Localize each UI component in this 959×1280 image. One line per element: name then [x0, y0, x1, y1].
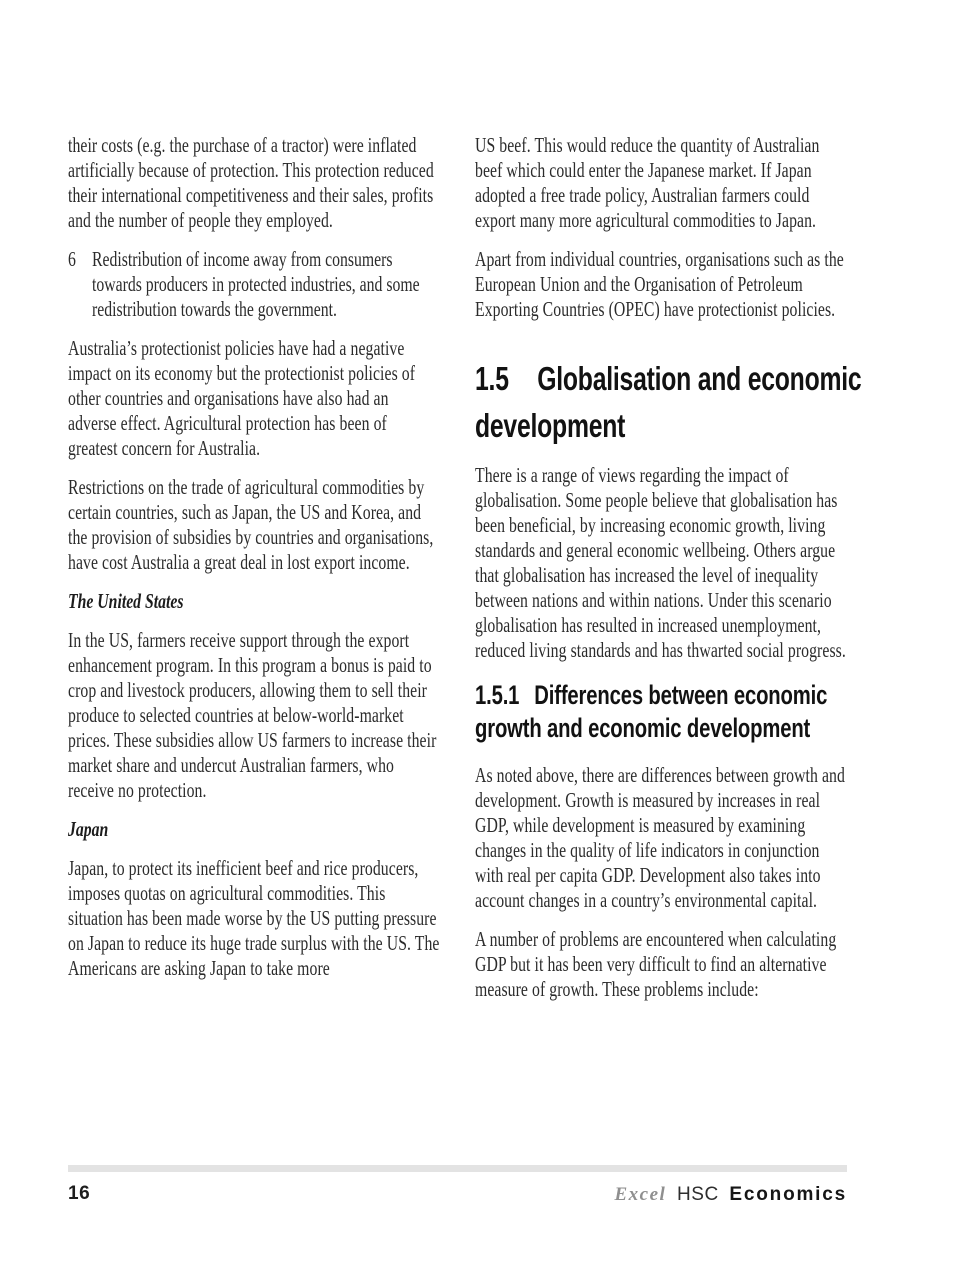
heading-united-states: The United States	[68, 589, 184, 613]
brand-excel: Excel	[614, 1184, 667, 1205]
brand-economics: Economics	[729, 1184, 847, 1205]
section-number: 1.5	[475, 360, 509, 397]
right-column	[475, 133, 862, 1016]
paragraph-trade-restrictions: Restrictions on the trade of agricultural commodities by certain countries, such as Japan, the US and Korea, and the provision of subsidies by countries and organisations, have cost Australia a great deal in lost export income.	[68, 475, 434, 574]
paragraph-us-farmers: In the US, farmers receive support through the export enhancement program. In this program a bonus is paid to crop and livestock producers, allowing them to sell their produce to selected countries at below-world-market prices. These subsidies allow US farmers to increase their market share and undercut Australian farmers, who receive no protection.	[68, 628, 437, 802]
subsection-title-line1: Differences between economic	[534, 680, 828, 710]
section-title-line2: development	[475, 407, 626, 444]
list-item-6-marker: 6	[68, 247, 76, 271]
paragraph-gdp-problems: A number of problems are encountered when calculating GDP but it has been very difficult to find an alternative measure of growth. These problems include:	[475, 927, 837, 1001]
paragraph-globalisation-views: There is a range of views regarding the impact of globalisation. Some people believe that globalisation has been beneficial, by increasing economic growth, living standards and general economic wellbeing. Others argue that globalisation has increased the level of inequality between nations and within nations. Under this scenario globalisation has resulted in increased unemployment, reduced living standards and has thwarted social progress.	[475, 463, 846, 662]
paragraph-growth-vs-development: As noted above, there are differences between growth and development. Growth is measured by increases in real GDP, while development is measured by examining changes in the quality of life indicators in conjunction with real per capita GDP. Development also takes into account changes in a country’s environmental capital.	[475, 763, 845, 912]
subsection-number: 1.5.1	[475, 680, 520, 710]
paragraph-organisations-opec: Apart from individual countries, organisations such as the European Union and the Organisation of Petroleum Exporting Countries (OPEC) have protectionist policies.	[475, 247, 844, 321]
footer-rule	[68, 1165, 847, 1172]
section-heading-line1	[475, 355, 862, 402]
brand-hsc: HSC	[677, 1184, 719, 1205]
paragraph-australia-policies: Australia’s protectionist policies have had a negative impact on its economy but the protectionist policies of other countries and organisations have also had an adverse effect. Agricultural protection has been of greatest concern for Australia.	[68, 336, 416, 460]
subsection-heading-1-5-1	[475, 679, 847, 745]
list-item-6	[68, 247, 440, 322]
left-column	[68, 133, 440, 995]
footer-brand	[614, 1184, 847, 1206]
page-number: 16	[68, 1183, 91, 1204]
subsection-title-line2: growth and economic development	[475, 713, 811, 743]
paragraph-japan-quotas: Japan, to protect its inefficient beef and rice producers, imposes quotas on agricultural commodities. This situation has been made worse by the US putting pressure on Japan to reduce its huge trade surplus with the US. The Americans are asking Japan to take more	[68, 856, 440, 980]
section-heading-1-5	[475, 355, 862, 449]
heading-japan: Japan	[68, 817, 109, 841]
subsection-heading-line1	[475, 679, 847, 712]
paragraph-us-beef: US beef. This would reduce the quantity of Australian beef which could enter the Japanese market. If Japan adopted a free trade policy, Australian farmers could export many more agricultural commodities to Japan.	[475, 133, 820, 232]
list-item-6-text: Redistribution of income away from consumers towards producers in protected industries, and some redistribution towards the government.	[92, 247, 420, 321]
paragraph-costs-continuation: their costs (e.g. the purchase of a tractor) were inflated artificially because of protection. This protection reduced their international competitiveness and their sales, profits and the number of people they employed.	[68, 133, 434, 232]
section-title-line1: Globalisation and economic	[537, 360, 862, 397]
